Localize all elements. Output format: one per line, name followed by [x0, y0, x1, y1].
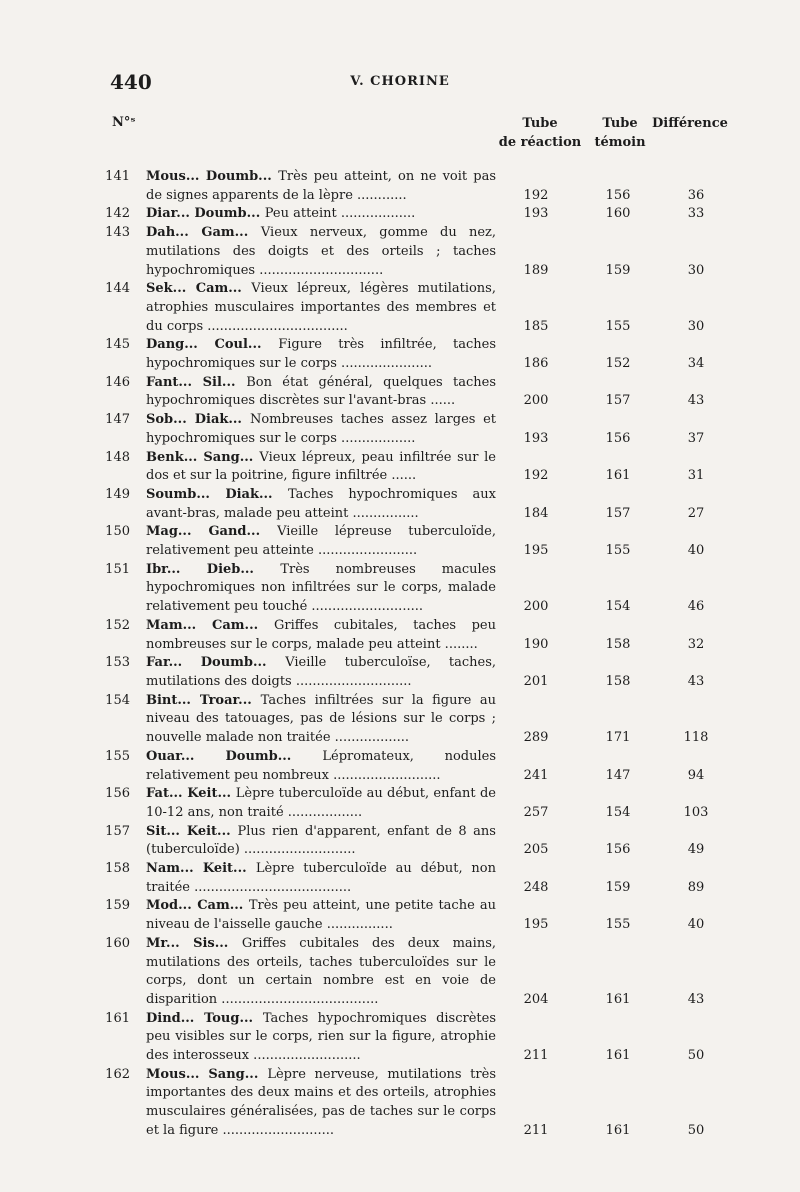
entry-number: 153	[105, 655, 130, 671]
entry-description: Bint... Troar... Taches infiltrées sur la figure au niveau des tatouages, pas de lésions sur le corps ; nouvelle malade non traitée ..................	[146, 692, 496, 746]
entry-description: Sek... Cam... Vieux lépreux, légères mutilations, atrophies musculaires importantes des membres et du corps ..................................	[146, 281, 496, 334]
entry-name: Dang... Coul...	[146, 337, 279, 353]
value-tube-reaction: 200	[523, 599, 549, 615]
entry-description: Benk... Sang... Vieux lépreux, peau infiltrée sur le dos et sur la poitrine, figure infiltrée ......	[146, 449, 496, 484]
entry-name: Mr... Sis...	[146, 935, 242, 951]
table-row	[0, 785, 800, 822]
entry-description: Dah... Gam... Vieux nerveux, gomme du nez, mutilations des doigts et des orteils ; taches hypochromiques ..............................	[146, 225, 497, 278]
table-row	[0, 449, 800, 486]
entry-description: Dind... Toug... Taches hypochromiques discrètes peu visibles sur le corps, rien sur la figure, atrophie des interosseux ..........................	[146, 1010, 496, 1064]
value-difference: 30	[687, 262, 705, 278]
table-row	[0, 1010, 800, 1066]
entry-name: Mous... Sang...	[146, 1066, 268, 1082]
value-tube-reaction: 241	[523, 767, 549, 783]
entry-name: Nam... Keit...	[146, 861, 256, 877]
column-header-number: N°ˢ	[112, 115, 136, 130]
entry-name: Sek... Cam...	[146, 281, 252, 297]
entry-name: Mag... Gand...	[146, 524, 278, 540]
entry-name: Fant... Sil...	[146, 374, 247, 390]
value-difference: 46	[687, 599, 705, 615]
value-tube-temoin: 147	[605, 767, 631, 783]
entry-description: Soumb... Diak... Taches hypochromiques aux avant-bras, malade peu atteint ................	[146, 486, 496, 521]
value-difference: 27	[687, 505, 705, 521]
value-tube-reaction: 195	[523, 917, 549, 933]
value-tube-temoin: 161	[605, 1048, 631, 1064]
entry-name: Ouar... Doumb...	[146, 748, 323, 764]
value-difference: 40	[687, 543, 705, 559]
entry-name: Soumb... Diak...	[146, 486, 288, 502]
value-tube-reaction: 257	[523, 804, 549, 820]
value-difference: 50	[687, 1122, 705, 1138]
value-tube-temoin: 156	[605, 430, 631, 446]
entry-name: Sob... Diak...	[146, 412, 250, 428]
entry-description: Mag... Gand... Vieille lépreuse tuberculoïde, relativement peu atteinte ........................	[146, 524, 496, 559]
entry-description: Dang... Coul... Figure très infiltrée, taches hypochromiques sur le corps ......................	[146, 337, 496, 372]
entry-number: 142	[105, 206, 130, 222]
value-tube-temoin: 159	[605, 262, 631, 278]
table-row	[0, 897, 800, 934]
column-header-difference	[650, 114, 730, 133]
table-row	[0, 654, 800, 691]
value-difference: 37	[687, 430, 705, 446]
entry-number: 158	[105, 861, 130, 877]
entry-number: 143	[105, 225, 130, 241]
entry-number: 147	[105, 412, 130, 428]
value-difference: 34	[687, 356, 705, 372]
entry-name: Dind... Toug...	[146, 1010, 263, 1026]
entry-description: Nam... Keit... Lèpre tuberculoïde au début, non traitée ......................................	[146, 861, 497, 895]
entry-number: 160	[105, 935, 130, 951]
value-tube-temoin: 158	[605, 673, 631, 689]
value-difference: 33	[687, 206, 705, 222]
table-row	[0, 617, 800, 654]
entry-name: Bint... Troar...	[146, 692, 261, 708]
entry-name: Mam... Cam...	[146, 617, 275, 633]
entry-description: Far... Doumb... Vieille tuberculoïse, taches, mutilations des doigts ............................	[146, 655, 497, 689]
entry-description: Diar... Doumb... Peu atteint ..................	[146, 206, 416, 222]
value-tube-temoin: 157	[605, 505, 631, 521]
entry-number: 151	[105, 561, 130, 577]
running-title: V. CHORINE	[350, 74, 450, 89]
value-tube-reaction: 186	[523, 356, 549, 372]
table-row	[0, 336, 800, 373]
column-header-tube-reaction-line1: Tube	[522, 116, 558, 131]
value-tube-reaction: 185	[523, 318, 549, 334]
value-tube-temoin: 161	[605, 468, 631, 484]
value-tube-reaction: 192	[523, 187, 549, 203]
entry-number: 161	[105, 1010, 130, 1026]
table-row	[0, 1066, 800, 1141]
column-header-tube-temoin	[580, 114, 660, 152]
value-tube-temoin: 154	[605, 599, 631, 615]
entries-list	[0, 168, 800, 1141]
value-tube-reaction: 189	[523, 262, 549, 278]
value-tube-temoin: 155	[605, 543, 631, 559]
entry-name: Sit... Keit...	[146, 823, 238, 839]
value-difference: 94	[687, 767, 705, 783]
value-difference: 36	[687, 187, 705, 203]
value-tube-temoin: 171	[605, 730, 631, 746]
value-tube-temoin: 158	[605, 636, 631, 652]
value-tube-reaction: 204	[523, 991, 549, 1007]
entry-name: Dah... Gam...	[146, 225, 261, 241]
value-difference: 89	[687, 879, 705, 895]
column-header-tube-reaction	[490, 114, 590, 152]
value-tube-temoin: 157	[605, 393, 631, 409]
column-header-tube-reaction-line2: de réaction	[498, 135, 582, 150]
entry-name: Benk... Sang...	[146, 449, 260, 465]
value-tube-reaction: 192	[523, 468, 549, 484]
table-row	[0, 205, 800, 224]
value-tube-temoin: 161	[605, 991, 631, 1007]
entry-description: Mr... Sis... Griffes cubitales des deux mains, mutilations des orteils, taches tuberculoïdes sur le corps, dont un certain nombre est en voie de disparition ......................................	[146, 935, 496, 1007]
entry-description: Mam... Cam... Griffes cubitales, taches peu nombreuses sur le corps, malade peu atteint ........	[146, 617, 496, 652]
value-difference: 43	[687, 673, 705, 689]
entry-number: 155	[105, 748, 130, 764]
table-row	[0, 411, 800, 448]
value-tube-temoin: 156	[605, 842, 631, 858]
value-tube-temoin: 156	[605, 187, 631, 203]
value-difference: 43	[687, 393, 705, 409]
table-row	[0, 523, 800, 560]
value-tube-reaction: 248	[523, 879, 549, 895]
value-difference: 118	[683, 730, 709, 746]
entry-description: Fat... Keit... Lèpre tuberculoïde au début, enfant de 10-12 ans, non traité ..................	[146, 786, 496, 820]
entry-number: 154	[105, 692, 130, 708]
value-tube-reaction: 205	[523, 842, 549, 858]
entry-description: Mous... Sang... Lèpre nerveuse, mutilations très importantes des deux mains et des orteils, atrophies musculaires généralisées, pas de taches sur le corps et la figure ...........................	[146, 1066, 496, 1138]
entry-name: Mod... Cam...	[146, 898, 249, 914]
entry-description: Mous... Doumb... Très peu atteint, on ne voit pas de signes apparents de la lèpre ............	[146, 169, 496, 203]
entry-name: Far... Doumb...	[146, 655, 286, 671]
value-difference: 43	[687, 991, 705, 1007]
value-tube-reaction: 289	[523, 730, 549, 746]
entry-description: Ouar... Doumb... Lépromateux, nodules relativement peu nombreux ..........................	[146, 748, 496, 783]
table-row	[0, 168, 800, 205]
entry-name: Mous... Doumb...	[146, 169, 279, 184]
value-tube-temoin: 155	[605, 318, 631, 334]
entry-number: 149	[105, 486, 130, 502]
value-difference: 30	[687, 318, 705, 334]
value-tube-temoin: 155	[605, 917, 631, 933]
entry-description: Sit... Keit... Plus rien d'apparent, enfant de 8 ans (tuberculoïde) ...........................	[146, 823, 496, 858]
table-row	[0, 748, 800, 785]
table-row	[0, 224, 800, 280]
value-difference: 50	[687, 1048, 705, 1064]
value-tube-reaction: 184	[523, 505, 549, 521]
table-row	[0, 823, 800, 860]
entry-number: 157	[105, 823, 130, 839]
entry-number: 150	[105, 524, 130, 540]
value-tube-reaction: 195	[523, 543, 549, 559]
entry-number: 145	[105, 337, 130, 353]
column-header-tube-temoin-line1: Tube	[602, 116, 638, 131]
value-difference: 31	[687, 468, 705, 484]
table-row	[0, 860, 800, 897]
entry-number: 152	[105, 617, 130, 633]
value-tube-temoin: 159	[605, 879, 631, 895]
value-tube-reaction: 193	[523, 206, 549, 222]
value-difference: 49	[687, 842, 705, 858]
entry-number: 141	[105, 169, 130, 184]
entry-number: 148	[105, 449, 130, 465]
entry-number: 144	[105, 281, 130, 297]
table-row	[0, 486, 800, 523]
entry-name: Diar... Doumb...	[146, 206, 265, 222]
column-header-difference-label: Différence	[652, 116, 728, 131]
value-tube-reaction: 201	[523, 673, 549, 689]
entry-description: Sob... Diak... Nombreuses taches assez larges et hypochromiques sur le corps ..................	[146, 412, 496, 446]
table-row	[0, 692, 800, 748]
value-tube-reaction: 200	[523, 393, 549, 409]
entry-number: 146	[105, 374, 130, 390]
value-tube-temoin: 152	[605, 356, 631, 372]
entry-description: Fant... Sil... Bon état général, quelques taches hypochromiques discrètes sur l'avant-bras ......	[146, 374, 497, 409]
value-difference: 103	[683, 804, 709, 820]
column-header-tube-temoin-line2: témoin	[594, 135, 646, 150]
entry-number: 162	[105, 1066, 130, 1082]
value-tube-temoin: 161	[605, 1122, 631, 1138]
entry-name: Fat... Keit...	[146, 786, 236, 802]
value-difference: 32	[687, 636, 705, 652]
value-tube-temoin: 154	[605, 804, 631, 820]
entry-description: Mod... Cam... Très peu atteint, une petite tache au niveau de l'aisselle gauche ................	[146, 898, 496, 933]
entry-number: 159	[105, 898, 130, 914]
value-tube-reaction: 211	[523, 1048, 549, 1064]
entry-name: Ibr... Dieb...	[146, 561, 281, 577]
value-tube-reaction: 193	[523, 430, 549, 446]
table-row	[0, 935, 800, 1010]
value-tube-reaction: 190	[523, 636, 549, 652]
value-difference: 40	[687, 917, 705, 933]
page-number: 440	[110, 70, 152, 94]
value-tube-temoin: 160	[605, 206, 631, 222]
entry-description: Ibr... Dieb... Très nombreuses macules hypochromiques non infiltrées sur le corps, malade relativement peu touché ...........................	[146, 561, 497, 615]
table-row	[0, 561, 800, 617]
table-row	[0, 374, 800, 411]
value-tube-reaction: 211	[523, 1122, 549, 1138]
table-row	[0, 280, 800, 336]
entry-number: 156	[105, 786, 130, 802]
